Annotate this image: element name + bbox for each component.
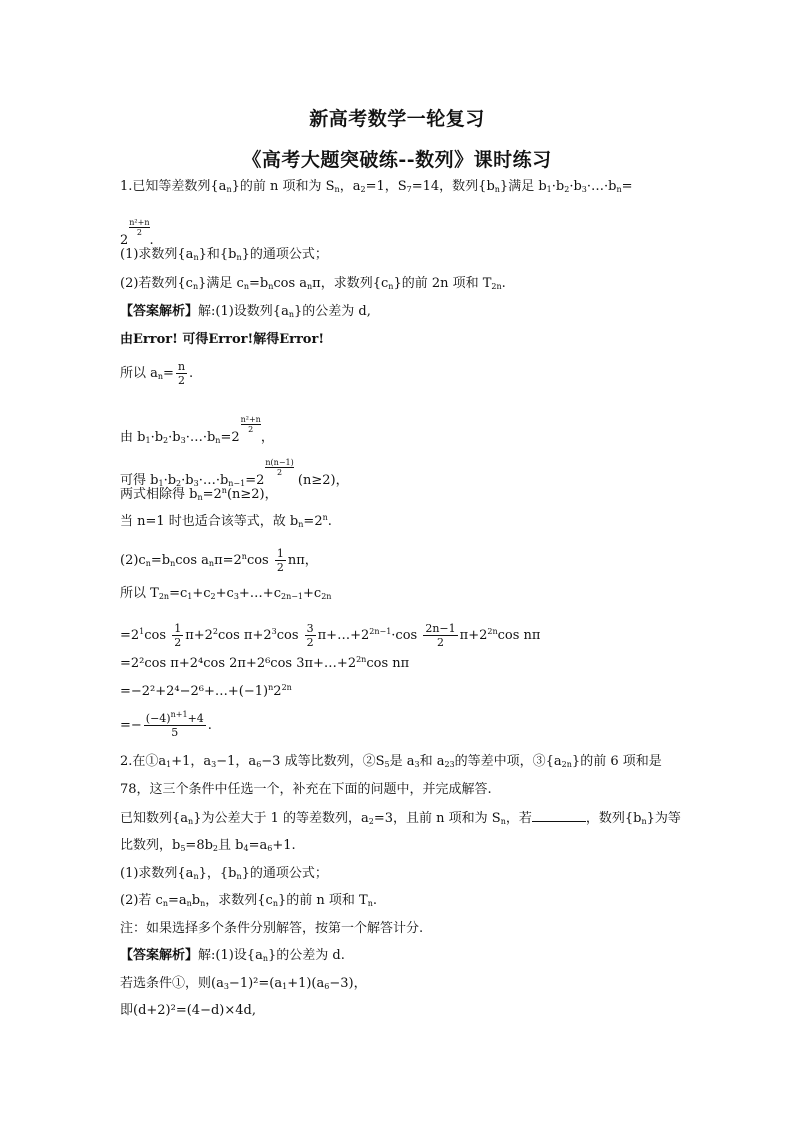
q1-sum-line1: $=2^1\cos$ $\frac{1}{2}$ $\pi+2^2\cos$ $\pi+2^3\cos$ $\frac{3}{2}$ $\pi+\dots+2^{2n-1}\cdot\cos$ $\frac{2n-1}{2}$ $\pi+2^{2n}\cos$ nπ — [120, 622, 541, 649]
fill-in-blank — [532, 810, 586, 822]
q2-part2: (2)若 $c_n=a_nb_n$，求数列$\{c_n\}$的前 n 项和 $T_n$. — [120, 893, 378, 908]
q2-answer-intro: 【答案解析】解:(1)设$\{a_n\}$的公差为 d. — [120, 948, 345, 963]
q1-statement-line1: 1.已知等差数列$\{a_n\}$的前 n 项和为 $S_n$，$a_2=1$，$S_7=14$，数列$\{b_n\}$满足 $b_1\cdot b_2\cdot b_3\cdot\dots\cdot b_n=$ — [120, 179, 633, 194]
q1-product-eq-prev: 可得 $b_1\cdot b_2\cdot b_3\cdot\dots\cdot b_{n-1}=2$ $\frac{n(n-1)}{2}$ (n≥2)， — [120, 458, 349, 488]
page-subtitle: 《高考大题突破练--数列》课时练习 — [242, 149, 552, 171]
answer-label: 【答案解析】 — [120, 948, 199, 963]
q1-cn-line: $(2)c_n=b_n\cos$ $a_n\pi=2^n\cos$ $\frac{1}{2}$ nπ， — [120, 547, 318, 574]
q1-sum-line2: =2²cos π+2⁴cos 2π+2⁶cos $3\pi+\dots+2^{2n}\cos$ nπ — [120, 655, 410, 671]
page-title: 新高考数学一轮复习 — [309, 108, 485, 130]
q1-an-result: 所以 $a_n=$ $\frac{n}{2}$ . — [120, 360, 194, 387]
q1-product-eq: 由 $b_1\cdot b_2\cdot b_3\cdot\dots\cdot b_n=2$ $\frac{\text{n²+n}}{2}$ ， — [120, 415, 274, 445]
q1-n1-line: 当 n=1 时也适合该等式，故 $b_n=2^n$. — [120, 513, 332, 529]
q2-condition1: 若选条件①，则$(a_3-1)^2=(a_1+1)(a_6-3)$， — [120, 976, 367, 991]
q1-answer-intro: 【答案解析】解:(1)设数列$\{a_n\}$的公差为 d, — [120, 304, 371, 319]
q1-part2: (2)若数列$\{c_n\}$满足 $c_n=b_n\cos$ $a_n\pi$，求数列$\{c_n\}$的前 2n 项和 $T_{2n}$. — [120, 276, 506, 291]
q1-final-result: =− $\frac{(-4)^{n+1}+4}{5}$ . — [120, 710, 212, 739]
q1-statement-line2: 2 $\frac{\text{n²+n}}{2}$ . — [120, 218, 154, 248]
q2-condition1-eq: 即(d+2)²=(4−d)×4d, — [120, 1003, 256, 1018]
q1-error-line: 由Error! 可得Error!解得Error! — [120, 332, 325, 347]
q1-sum-line3: $=-2^2+2^4-2^6+\dots+(-1)^n2^{2n}$ — [120, 683, 292, 699]
answer-label: 【答案解析】 — [120, 304, 199, 319]
q2-statement-line1: 2.在$①a_1+1$，$a_3-1$，$a_6-3$ 成等比数列，$②S_5$是 $a_3$和 $a_{23}$的等差中项，$③\{a_{2n}\}$的前 6 项和是 — [120, 754, 662, 769]
q1-divide-line: 两式相除得 $b_n=2^n(n\ge 2)$， — [120, 486, 278, 502]
q1-part1: (1)求数列$\{a_n\}$和$\{b_n\}$的通项公式； — [120, 247, 328, 262]
q2-statement-line4: 比数列，$b_5=8b_2$且 $b_4=a_6+1$. — [120, 838, 296, 853]
q1-t2n-def: 所以 $T_{2n}=c_1+c_2+c_3+\dots+c_{2n-1}+c_{2n}$ — [120, 586, 332, 601]
q2-part1: (1)求数列$\{a_n\}$，$\{b_n\}$的通项公式； — [120, 866, 328, 881]
q2-note: 注：如果选择多个条件分别解答，按第一个解答计分. — [120, 921, 424, 936]
q2-statement-line2: 78，这三个条件中任选一个，补充在下面的问题中，并完成解答. — [120, 782, 492, 797]
q2-statement-line3: 已知数列$\{a_n\}$为公差大于 1 的等差数列，$a_2=3$，且前 n 项和为 $S_n$，若 ，数列$\{b_n\}$为等 — [120, 811, 681, 826]
